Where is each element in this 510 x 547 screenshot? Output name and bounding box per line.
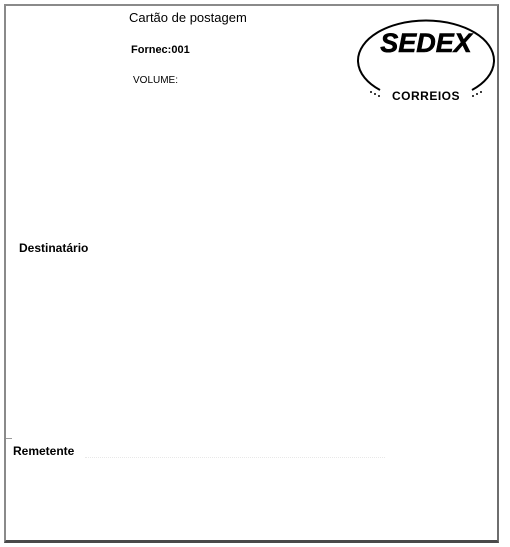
sender-divider [6,438,12,439]
recipient-label: Destinatário [19,241,89,255]
sender-label: Remetente [13,444,75,458]
logo-dots-left [370,91,380,97]
logo-dots-right [472,91,482,97]
supplier-code: Fornec:001 [131,44,190,56]
card-title: Cartão de postagem [129,10,247,25]
logo-subtitle-text: CORREIOS [391,89,461,103]
sender-address-line [85,457,385,458]
logo-brand-text: SEDEX [380,28,472,58]
sedex-correios-logo [355,12,497,104]
volume-label: VOLUME: [133,75,179,86]
